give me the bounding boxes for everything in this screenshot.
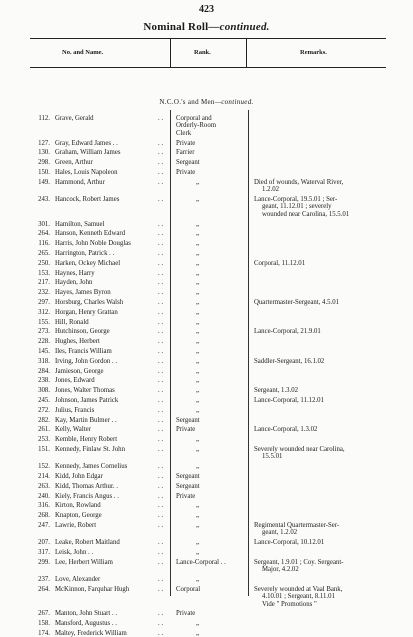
row-rank: „	[196, 220, 200, 228]
row-name: Lee, Herbert William	[55, 558, 113, 566]
row-number: 282.	[38, 416, 50, 424]
row-remarks: geant, 11.12.01 ; severely	[262, 203, 332, 211]
row-leader-dots: . .	[158, 357, 164, 365]
row-number: 214.	[38, 473, 50, 480]
row-name: Horsburg, Charles Walsh	[55, 299, 124, 306]
row-leader-dots: . .	[158, 387, 164, 395]
table-row	[0, 196, 413, 218]
row-remarks: Lance-Corporal, 11.12.01	[254, 397, 324, 404]
table-row	[0, 358, 413, 365]
header-remarks: Remarks.	[300, 49, 327, 56]
row-rank: „	[196, 387, 200, 395]
row-rank: Corporal	[176, 585, 201, 593]
row-name: Manton, John Stuart . .	[55, 610, 118, 618]
table-row	[0, 299, 413, 306]
row-rank: „	[196, 279, 200, 287]
row-leader-dots: . .	[158, 159, 164, 167]
row-leader-dots: . .	[158, 426, 164, 434]
row-rank: „	[196, 406, 200, 414]
table-row	[0, 260, 413, 267]
row-number: 273.	[38, 328, 50, 336]
row-number: 245.	[38, 397, 50, 404]
row-name: Hughes, Herbert	[55, 338, 100, 346]
row-leader-dots: . .	[158, 558, 164, 566]
row-number: 312.	[38, 308, 50, 316]
row-remarks: Lance-Corporal, 1.3.02	[254, 426, 318, 434]
row-name: Hayden, John	[55, 279, 93, 287]
row-rank: „	[196, 348, 200, 355]
row-number: 263.	[38, 482, 50, 490]
row-number: 298.	[38, 159, 50, 167]
row-leader-dots: . .	[158, 250, 164, 257]
row-number: 174.	[38, 630, 50, 637]
row-leader-dots: . .	[158, 308, 164, 316]
row-leader-dots: . .	[158, 377, 164, 385]
section-heading-suffix: —continued.	[214, 98, 254, 106]
table-row	[0, 436, 413, 443]
row-rank: „	[196, 620, 200, 628]
row-name: Kennedy, James Cornelius	[55, 463, 128, 471]
row-number: 284.	[38, 367, 50, 375]
row-name: Graham, William James	[55, 149, 121, 157]
row-rank: „	[196, 240, 200, 248]
row-rank: Farrier	[176, 149, 195, 157]
row-number: 145.	[38, 348, 50, 355]
row-number: 297.	[38, 299, 50, 306]
row-remarks: Severely wounded near Carolina,	[254, 446, 345, 453]
row-number: 149.	[38, 178, 50, 186]
row-rank: „	[196, 502, 200, 510]
row-rank: „	[196, 357, 200, 365]
table-row	[0, 586, 413, 608]
row-leader-dots: . .	[158, 502, 164, 510]
section-heading-main: N.C.O.'s and Men	[159, 98, 215, 106]
row-name: Irving, John Gordon . .	[55, 357, 118, 365]
title-main: Nominal Roll	[143, 21, 209, 33]
row-name: Julius, Francis	[55, 406, 95, 414]
table-row	[0, 279, 413, 286]
row-leader-dots: . .	[158, 196, 164, 203]
row-number: 150.	[38, 169, 50, 176]
table-row	[0, 140, 413, 147]
table-row	[0, 250, 413, 257]
table-row	[0, 549, 413, 556]
table-row	[0, 309, 413, 316]
row-name: Hammond, Arthur	[55, 178, 105, 186]
table-row	[0, 620, 413, 627]
row-leader-dots: . .	[158, 230, 164, 238]
row-number: 232.	[38, 289, 50, 297]
row-leader-dots: . .	[158, 512, 164, 520]
table-row	[0, 576, 413, 583]
row-remarks: wounded near Carolina, 15.5.01	[262, 210, 350, 218]
row-rank: „	[196, 539, 200, 547]
row-name: Harris, John Noble Douglas	[55, 240, 131, 248]
row-leader-dots: . .	[158, 630, 164, 637]
row-rank: Lance-Corporal . .	[176, 558, 226, 566]
row-remarks: Lance-Corporal, 21.9.01	[254, 328, 321, 336]
row-rank: „	[196, 367, 200, 375]
table-row	[0, 338, 413, 345]
row-rank: Private	[176, 139, 196, 147]
row-rank: Private	[176, 610, 196, 618]
row-name: Jamieson, George	[55, 367, 104, 375]
row-number: 250.	[38, 259, 50, 267]
row-name: Leake, Robert Maitland	[55, 539, 120, 547]
table-row	[0, 348, 413, 355]
row-remarks: Lance-Corporal, 10.12.01	[254, 539, 325, 547]
row-remarks: Sergeant, 1.9.01 ; Coy. Sergeant-	[254, 558, 344, 566]
row-rank: „	[196, 522, 200, 529]
row-leader-dots: . .	[158, 240, 164, 248]
row-number: 155.	[38, 318, 50, 326]
row-name: Jones, Edward	[55, 377, 95, 385]
row-leader-dots: . .	[158, 576, 164, 583]
row-number: 243.	[38, 196, 50, 203]
row-name: Kiely, Francis Angus . .	[55, 492, 119, 500]
row-name: Kidd, Thomas Arthur. .	[55, 482, 118, 490]
row-remarks: 15.5.01	[262, 453, 283, 461]
row-name: Harken, Ockey Michael	[55, 259, 121, 267]
row-name: Kidd, John Edgar	[55, 473, 103, 480]
row-leader-dots: . .	[158, 367, 164, 375]
row-leader-dots: . .	[158, 585, 164, 593]
row-number: 158.	[38, 620, 50, 628]
row-leader-dots: . .	[158, 610, 164, 618]
row-remarks: Severely wounded at Vaal Bank,	[254, 585, 343, 593]
table-row	[0, 387, 413, 394]
table-row	[0, 522, 413, 537]
row-remarks: Quartermaster-Sergeant, 4.5.01	[254, 299, 340, 306]
row-number: 151.	[38, 446, 50, 453]
table-row	[0, 149, 413, 156]
title-suffix: —continued.	[208, 21, 270, 33]
row-rank: „	[196, 446, 200, 453]
row-leader-dots: . .	[158, 446, 164, 453]
row-number: 112.	[38, 115, 50, 122]
row-rank: „	[196, 436, 200, 444]
row-rank: „	[196, 630, 200, 637]
row-leader-dots: . .	[158, 416, 164, 424]
row-number: 130.	[38, 149, 50, 157]
table-row	[0, 512, 413, 519]
row-number: 299.	[38, 558, 50, 566]
row-name: Hutchinson, George	[55, 328, 110, 336]
row-number: 264.	[38, 585, 50, 593]
table-row	[0, 159, 413, 166]
row-name: Kelly, Walter	[55, 426, 91, 434]
table-row	[0, 446, 413, 461]
table-row	[0, 502, 413, 509]
row-remarks: Died of wounds, Waterval River,	[254, 178, 344, 186]
table-row	[0, 230, 413, 237]
row-rank: Sergeant	[176, 482, 200, 490]
row-rank: „	[196, 250, 200, 257]
row-leader-dots: . .	[158, 220, 164, 228]
row-name: Hancock, Robert James	[55, 196, 120, 203]
table-row	[0, 368, 413, 375]
row-number: 317.	[38, 549, 50, 556]
table-header	[30, 38, 386, 68]
row-name: Hill, Ronald	[55, 318, 89, 326]
row-number: 237.	[38, 576, 50, 583]
row-leader-dots: . .	[158, 539, 164, 547]
row-name: Horgan, Henry Grattan	[55, 308, 118, 316]
row-rank: „	[196, 259, 200, 267]
page-title	[0, 21, 413, 33]
table-row	[0, 426, 413, 433]
row-name: Kay, Martin Bulmer . .	[55, 416, 117, 424]
row-leader-dots: . .	[158, 169, 164, 176]
row-rank: „	[196, 397, 200, 404]
row-number: 207.	[38, 539, 50, 547]
header-divider-remarks	[246, 39, 247, 67]
row-number: 240.	[38, 492, 50, 500]
row-rank: Sergeant	[176, 159, 200, 167]
row-name: Iles, Francis William	[55, 348, 112, 355]
table-row	[0, 483, 413, 490]
row-number: 308.	[38, 387, 50, 395]
table-row	[0, 289, 413, 296]
row-leader-dots: . .	[158, 149, 164, 157]
row-rank: Private	[176, 492, 196, 500]
table-row	[0, 493, 413, 500]
row-name: Hayes, James Byron	[55, 289, 111, 297]
row-number: 228.	[38, 338, 50, 346]
row-leader-dots: . .	[158, 463, 164, 471]
row-name: Harrington, Patrick . .	[55, 250, 115, 257]
table-row	[0, 539, 413, 546]
row-remarks: Regimental Quartermaster-Ser-	[254, 522, 340, 529]
row-remarks: 1.2.02	[262, 186, 279, 194]
table-row	[0, 473, 413, 480]
row-name: Grave, Gerald	[55, 115, 94, 122]
section-heading	[0, 98, 413, 106]
header-no-name: No. and Name.	[62, 49, 104, 56]
row-rank: „	[196, 230, 200, 238]
row-remarks: Lance-Corporal, 19.5.01 ; Ser-	[254, 196, 338, 203]
row-remarks: Saddler-Sergeant, 16.1.02	[254, 357, 325, 365]
row-leader-dots: . .	[158, 178, 164, 186]
row-number: 127.	[38, 139, 50, 147]
row-name: Hanson, Kenneth Edward	[55, 230, 126, 238]
row-rank: „	[196, 328, 200, 336]
row-name: Leisk, John . .	[55, 549, 94, 556]
row-rank: „	[196, 289, 200, 297]
table-row	[0, 559, 413, 574]
row-leader-dots: . .	[158, 473, 164, 480]
row-number: 253.	[38, 436, 50, 444]
header-rank: Rank.	[194, 49, 211, 56]
row-rank: „	[196, 318, 200, 326]
table-row	[0, 417, 413, 424]
row-rank: „	[196, 308, 200, 316]
row-name: Kirton, Rowland	[55, 502, 101, 510]
row-leader-dots: . .	[158, 115, 164, 122]
row-leader-dots: . .	[158, 620, 164, 628]
row-rank: „	[196, 299, 200, 306]
row-name: Lawrie, Robert	[55, 522, 97, 529]
row-rank: „	[196, 269, 200, 277]
table-row	[0, 328, 413, 335]
row-leader-dots: . .	[158, 348, 164, 355]
table-row	[0, 115, 413, 137]
row-leader-dots: . .	[158, 492, 164, 500]
table-row	[0, 221, 413, 228]
row-rank: „	[196, 338, 200, 346]
row-rank: Sergeant	[176, 416, 200, 424]
row-rank: „	[196, 463, 200, 471]
row-name: Maltey, Frederick William	[55, 630, 127, 637]
row-leader-dots: . .	[158, 338, 164, 346]
row-name: Green, Arthur	[55, 159, 93, 167]
row-leader-dots: . .	[158, 436, 164, 444]
row-number: 116.	[38, 240, 50, 248]
row-name: Johnson, James Patrick	[55, 397, 119, 404]
row-name: Hales, Louis Napoleon	[55, 169, 118, 176]
row-leader-dots: . .	[158, 549, 164, 556]
row-rank: „	[196, 196, 200, 203]
row-number: 152.	[38, 463, 50, 471]
row-remarks: Sergeant, 1.3.02	[254, 387, 299, 395]
row-number: 261.	[38, 426, 50, 434]
row-number: 301.	[38, 220, 50, 228]
row-leader-dots: . .	[158, 318, 164, 326]
row-rank: „	[196, 576, 200, 583]
row-number: 153.	[38, 269, 50, 277]
row-name: Knapton, George	[55, 512, 102, 520]
row-leader-dots: . .	[158, 406, 164, 414]
row-rank: „	[196, 178, 200, 186]
row-remarks: Major, 4.2.02	[262, 566, 299, 574]
row-leader-dots: . .	[158, 269, 164, 277]
row-rank: „	[196, 377, 200, 385]
page-number: 423	[199, 4, 214, 15]
row-leader-dots: . .	[158, 328, 164, 336]
row-number: 238.	[38, 377, 50, 385]
row-number: 272.	[38, 406, 50, 414]
table-row	[0, 630, 413, 637]
row-number: 267.	[38, 610, 50, 618]
table-row	[0, 270, 413, 277]
row-name: Haynes, Harry	[55, 269, 95, 277]
row-number: 217.	[38, 279, 50, 287]
row-rank: „	[196, 549, 200, 556]
table-row	[0, 169, 413, 176]
row-leader-dots: . .	[158, 279, 164, 287]
row-rank: Orderly-Room	[176, 122, 217, 130]
row-name: Kennedy, Finlaw St. John	[55, 446, 125, 453]
row-remarks: Corporal, 11.12.01	[254, 259, 306, 267]
row-number: 316.	[38, 502, 50, 510]
row-leader-dots: . .	[158, 289, 164, 297]
table-row	[0, 463, 413, 470]
table-row	[0, 377, 413, 384]
row-name: Gray, Edward James . .	[55, 139, 118, 147]
row-remarks: geant, 1.2.02	[262, 529, 298, 537]
header-divider-rank	[170, 39, 171, 67]
row-name: Jones, Walter Thomas	[55, 387, 115, 395]
row-rank: Sergeant	[176, 473, 200, 480]
row-rank: „	[196, 512, 200, 520]
row-rank: Corporal and	[176, 115, 212, 122]
row-name: McKinnon, Farquhar Hugh	[55, 585, 130, 593]
row-name: Love, Alexander	[55, 576, 101, 583]
row-leader-dots: . .	[158, 139, 164, 147]
row-name: Hamilton, Samuel	[55, 220, 105, 228]
row-number: 268.	[38, 512, 50, 520]
row-remarks: Vide " Promotions "	[262, 600, 317, 608]
row-number: 264.	[38, 230, 50, 238]
table-row	[0, 407, 413, 414]
row-leader-dots: . .	[158, 482, 164, 490]
row-rank: Clerk	[176, 129, 192, 137]
table-row	[0, 240, 413, 247]
row-leader-dots: . .	[158, 299, 164, 306]
table-row	[0, 397, 413, 404]
row-rank: Private	[176, 426, 196, 434]
row-leader-dots: . .	[158, 259, 164, 267]
table-row	[0, 179, 413, 194]
row-rank: Private	[176, 169, 196, 176]
row-number: 318.	[38, 357, 50, 365]
row-name: Mansford, Augustus . .	[55, 620, 117, 628]
table-row	[0, 319, 413, 326]
row-number: 265.	[38, 250, 50, 257]
row-name: Kemble, Henry Robert	[55, 436, 118, 444]
row-leader-dots: . .	[158, 397, 164, 404]
row-remarks: 4.10.01 ; Sergeant, 8.11.01	[262, 593, 335, 601]
table-row	[0, 610, 413, 617]
row-number: 247.	[38, 522, 50, 529]
row-leader-dots: . .	[158, 522, 164, 529]
